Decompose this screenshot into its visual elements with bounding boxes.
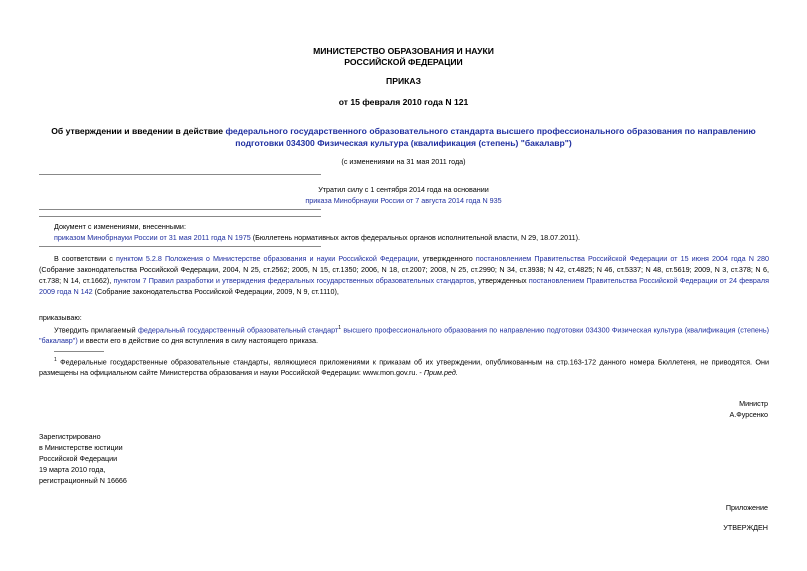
footnote-text: Федеральные государственные образовательные стандарты, являющиеся приложениями к приказам об их утверждении, опубликованным на стр.163-172 данного номера Бюллетеня, не приводятся. Они размещены на официальном сайте Министерства образования и науки Российской Федерации: www.mon.gov.ru. -: [39, 357, 769, 378]
footnote: [39, 355, 769, 378]
footnote-mark: 1: [54, 357, 57, 363]
expired-line: Утратил силу с 1 сентября 2014 года на основании: [318, 185, 489, 194]
divider-1: [39, 174, 321, 175]
p1-link-resolution-280[interactable]: постановлением Правительства Российской Федерации от 15 июня 2004 года N 280: [475, 254, 769, 263]
expired-order-link[interactable]: приказа Минобрнауки России от 7 августа 2014 года N 935: [305, 196, 502, 205]
footnote-divider: [54, 351, 104, 352]
p2-link-standard-rest[interactable]: высшего профессионального образования по направлению подготовки 034300 Физическая культура (квалификация (степень) "бакалавр"): [39, 325, 769, 346]
p2-text-2: и ввести его в действие со дня вступления в силу настоящего приказа.: [77, 336, 318, 346]
document-title: [30, 125, 777, 149]
order-word: ПРИКАЗ: [386, 76, 421, 86]
p1-text-5: (Собрание законодательства Российской Федерации, 2009, N 9, ст.1110),: [92, 287, 339, 296]
p1-link-rules[interactable]: пунктом 7 Правил разработки и утверждения федеральных государственных образовательных стандартов: [113, 276, 475, 285]
registration-line: регистрационный N 16666: [39, 476, 127, 485]
registration-line: Зарегистрировано: [39, 432, 101, 441]
changes-bulletin: (Бюллетень нормативных актов федеральных органов исполнительной власти, N 29, 18.07.2011).: [250, 233, 580, 242]
changes-order-link[interactable]: приказом Минобрнауки России от 31 мая 2011 года N 1975: [54, 233, 251, 242]
expired-notice: [0, 184, 807, 206]
p1-text-1: В соответствии с: [54, 254, 116, 263]
divider-3: [39, 216, 321, 217]
p1-link-regulation[interactable]: пунктом 5.2.8 Положения о Министерстве образования и науки Российской Федерации: [115, 254, 418, 263]
p1-text-2: , утвержденного: [417, 254, 476, 263]
appendix-approved: УТВЕРЖДЕН: [723, 523, 768, 532]
p2-text-1: Утвердить прилагаемый: [54, 325, 138, 335]
p1-link-resolution-142[interactable]: постановлением Правительства Российской Федерации от 24 февраля 2009 года N 142: [39, 276, 770, 296]
p1-text-3: (Собрание законодательства Российской Федерации, 2004, N 25, ст.2562; 2005, N 15, ст.1350; 2006, N 18, ст.2007; 2008, N 25, ст.2990; N 34, ст.3938; N 42, ст.4825; N 46, ст.5337; N 48, ст.5619; 2009, N 3, ст.378; N 6, ст.738; N 14, ст.1662),: [39, 265, 769, 285]
changes-note: (с изменениями на 31 мая 2011 года): [341, 157, 466, 166]
ministry-line-2: РОССИЙСКОЙ ФЕДЕРАЦИИ: [344, 57, 463, 67]
divider-2: [39, 209, 321, 210]
footnote-note: Прим.ред.: [423, 368, 458, 378]
divider-4: [39, 246, 321, 247]
ministry-heading: [0, 46, 807, 68]
orders-word: приказываю:: [39, 313, 82, 322]
changes-label: Документ с изменениями, внесенными:: [54, 222, 186, 231]
changes-document: [54, 221, 774, 243]
legal-basis-paragraph: [39, 253, 769, 297]
registration-line: в Министерстве юстиции: [39, 443, 123, 452]
appendix-label: Приложение: [725, 503, 768, 512]
p2-footnote-ref[interactable]: 1: [338, 325, 342, 331]
registration-line: 19 марта 2010 года,: [39, 465, 106, 474]
signature-block: [729, 398, 768, 420]
order-date: от 15 февраля 2010 года N 121: [338, 97, 469, 107]
approval-paragraph: [39, 323, 769, 346]
ministry-line-1: МИНИСТЕРСТВО ОБРАЗОВАНИЯ И НАУКИ: [313, 46, 494, 56]
p2-link-standard[interactable]: федеральный государственный образовательный стандарт: [137, 325, 339, 335]
signature-name: А.Фурсенко: [729, 410, 768, 419]
title-standard-link[interactable]: федерального государственного образовательного стандарта высшего профессионального образования по направлению подготовки 034300 Физическая культура (квалификация (степень) "бакалавр"): [225, 126, 756, 148]
registration-line: Российской Федерации: [39, 454, 118, 463]
signature-role: Министр: [739, 399, 768, 408]
title-prefix: Об утверждении и введении в действие: [51, 126, 226, 136]
registration-block: [39, 431, 127, 486]
p1-text-4: , утвержденных: [474, 276, 529, 285]
